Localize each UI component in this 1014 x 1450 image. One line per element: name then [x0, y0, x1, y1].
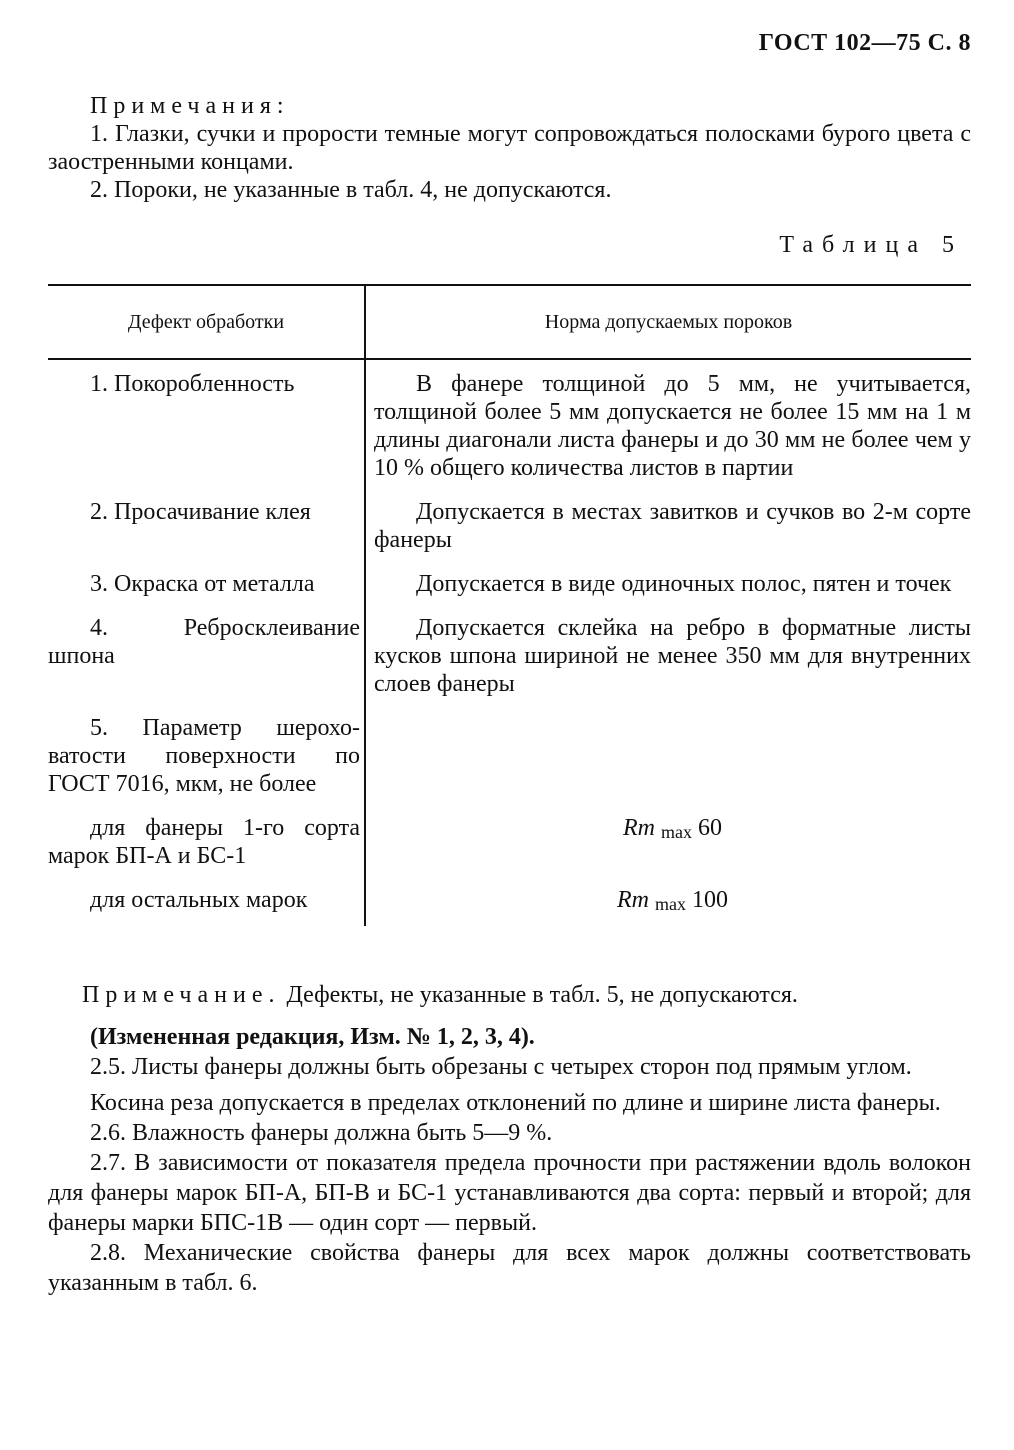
- table-note-text: Дефекты, не указанные в табл. 5, не допускаются.: [280, 982, 798, 1008]
- table-row: [48, 490, 971, 562]
- norm-cell: [374, 706, 971, 722]
- norm-cell: Допускается в виде одиночных полос, пятен и точек: [416, 571, 952, 597]
- notes-heading: Примечания:: [90, 93, 290, 119]
- note-item-1: 1. Глазки, сучки и прорости темные могут сопровождаться полосками бурого цвета с заостренными концами.: [48, 121, 971, 175]
- rm-symbol: Rm: [617, 887, 649, 913]
- table-row: [48, 606, 971, 706]
- norm-cell: [374, 878, 971, 926]
- defects-table: [48, 284, 971, 926]
- table-header-row: [48, 285, 971, 359]
- paragraph-2-8: 2.8. Механические свойства фанеры для всех марок должны соответствовать указанным в табл. 6.: [48, 1240, 971, 1296]
- table-row: [48, 359, 971, 490]
- rm-value: 60: [698, 815, 722, 841]
- table-note: [48, 980, 971, 1010]
- notes-block: [48, 92, 971, 204]
- norm-cell: [374, 806, 971, 854]
- defect-cell: 2. Просачивание клея: [90, 499, 311, 525]
- rm-subscript: max: [661, 822, 692, 842]
- table-note-label: Примечание.: [82, 982, 281, 1008]
- table-title: Таблица 5: [779, 232, 963, 258]
- defect-cell: 4. Ребросклеивание шпона: [48, 615, 360, 669]
- table-row: [48, 562, 971, 606]
- norm-cell: Допускается в местах завитков и сучков во 2-м сорте фанеры: [374, 499, 971, 553]
- rm-subscript: max: [655, 894, 686, 914]
- defect-cell: 1. Покоробленность: [90, 371, 295, 397]
- page-header: ГОСТ 102—75 С. 8: [758, 30, 971, 56]
- norm-cell: Допускается склейка на ребро в форматные листы кусков шпона шириной не менее 350 мм для внутренних слоев фанеры: [374, 615, 971, 697]
- document-page: [48, 0, 971, 1450]
- paragraph-2-5b: Косина реза допускается в пределах отклонений по длине и ширине листа фанеры.: [90, 1090, 941, 1116]
- column-header-norm: Норма допускаемых пороков: [365, 285, 971, 359]
- defect-cell: для фанеры 1-го сорта марок БП-А и БС-1: [48, 815, 360, 869]
- table-row: [48, 878, 971, 926]
- defect-cell: 3. Окраска от металла: [90, 571, 315, 597]
- rm-value: 100: [692, 887, 728, 913]
- paragraph-2-7: 2.7. В зависимости от показателя предела прочности при растяжении вдоль волокон для фанеры марок БП-А, БП-В и БС-1 устанавливаются два сорта: первый и второй; для фанеры марки БПС-1В — один сорт — первый.: [48, 1150, 971, 1236]
- defect-cell: 5. Параметр шероховатости поверхности по ГОСТ 7016, мкм, не более: [48, 715, 360, 797]
- paragraph-2-5: 2.5. Листы фанеры должны быть обрезаны с четырех сторон под прямым углом.: [90, 1054, 912, 1080]
- rm-symbol: Rm: [623, 815, 655, 841]
- norm-cell: В фанере толщиной до 5 мм, не учитывается, толщиной более 5 мм допускается не более 15 мм на 1 м длины диагонали листа фанеры и до 30 мм не более чем у 10 % общего количества листов в партии: [374, 371, 971, 481]
- table-row: [48, 806, 971, 878]
- column-header-defect: Дефект обработки: [48, 285, 365, 359]
- defect-cell: для остальных марок: [90, 887, 308, 913]
- table-row: [48, 706, 971, 806]
- paragraph-2-6: 2.6. Влажность фанеры должна быть 5—9 %.: [90, 1120, 553, 1146]
- note-item-2: 2. Пороки, не указанные в табл. 4, не допускаются.: [90, 177, 612, 203]
- body-text: [48, 980, 971, 1298]
- revision-note: (Измененная редакция, Изм. № 1, 2, 3, 4).: [90, 1024, 535, 1050]
